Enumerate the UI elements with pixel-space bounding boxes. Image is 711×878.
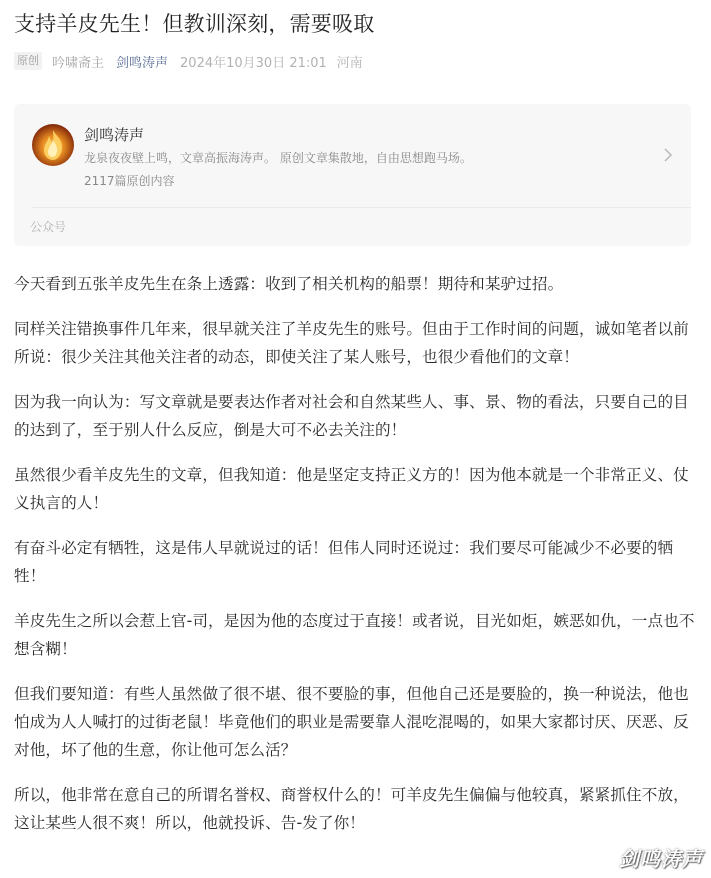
article-paragraph: 有奋斗必定有牺牲，这是伟人早就说过的话！但伟人同时还说过：我们要尽可能减少不必要的牺牲！ <box>14 539 674 585</box>
article-paragraph: 但我们要知道：有些人虽然做了很不堪、很不要脸的事，但他自己还是要脸的，换一种说法，他也怕成为人人喊打的过街老鼠！毕竟他们的职业是需要靠人混吃混喝的，如果大家都讨厌、厌恶、反对他，坏了他的生意，你让他可怎么活？ <box>14 685 689 759</box>
account-card[interactable] <box>14 104 691 246</box>
watermark <box>593 843 703 872</box>
article-paragraph: 虽然很少看羊皮先生的文章，但我知道：他是坚定支持正义方的！因为他本就是一个非常正义、仗义执言的人！ <box>14 466 689 512</box>
author-name: 吟啸斋主 <box>52 55 105 71</box>
account-card-article-count: 2117篇原创内容 <box>84 174 175 188</box>
publish-date: 2024年10月30日 21:01 <box>180 55 327 71</box>
article-paragraph: 所以，他非常在意自己的所谓名誉权、商誉权什么的！可羊皮先生偏偏与他较真，紧紧抓住不放，这让某些人很不爽！所以，他就投诉、告-发了你！ <box>14 786 689 832</box>
original-badge: 原创 <box>14 52 42 70</box>
chevron-right-icon <box>663 148 673 162</box>
flame-avatar-icon <box>32 124 74 166</box>
article-paragraph: 因为我一向认为：写文章就是要表达作者对社会和自然某些人、事、景、物的看法，只要自己的目的达到了，至于别人什么反应，倒是大可不必去关注的！ <box>14 393 689 439</box>
account-card-footer-label: 公众号 <box>30 220 67 234</box>
watermark-logo-icon <box>593 847 615 869</box>
account-avatar <box>32 124 74 166</box>
account-card-divider <box>32 207 691 208</box>
article-body <box>14 270 697 854</box>
article-paragraph: 同样关注错换事件几年来，很早就关注了羊皮先生的账号。但由于工作时间的问题，诚如笔者以前所说：很少关注其他关注者的动态，即使关注了某人账号，也很少看他们的文章！ <box>14 320 689 366</box>
publish-location: 河南 <box>336 55 363 71</box>
article-title: 支持羊皮先生！但教训深刻，需要吸取 <box>14 12 375 36</box>
watermark-text: 剑鸣涛声 <box>619 847 703 871</box>
article-paragraph: 今天看到五张羊皮先生在条上透露：收到了相关机构的船票！期待和某驴过招。 <box>14 275 564 293</box>
article-meta <box>14 50 363 72</box>
article-paragraph: 羊皮先生之所以会惹上官-司，是因为他的态度过于直接！或者说，目光如炬，嫉恶如仇，一点也不想含糊！ <box>14 612 695 658</box>
account-link[interactable]: 剑鸣涛声 <box>116 55 169 71</box>
account-card-name: 剑鸣涛声 <box>84 126 145 144</box>
account-card-description: 龙泉夜夜壁上鸣，文章高振海涛声。 原创文章集散地，自由思想跑马场。 <box>84 151 472 165</box>
